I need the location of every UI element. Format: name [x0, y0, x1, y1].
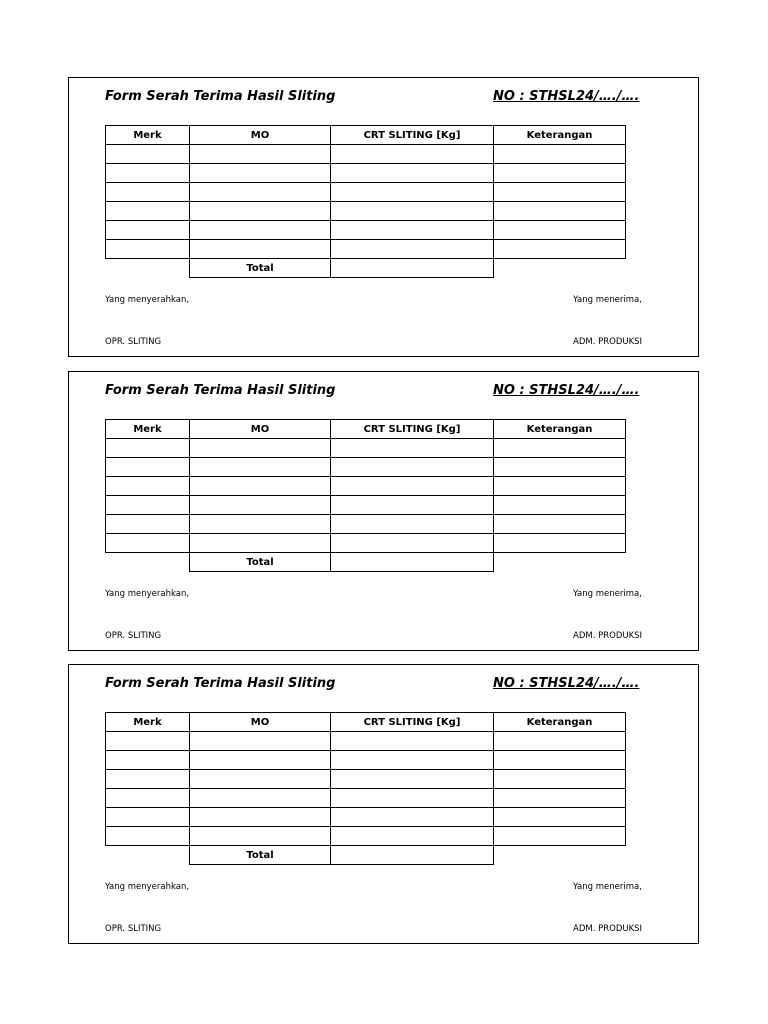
- cell-keterangan[interactable]: [494, 789, 626, 808]
- form-title: Form Serah Terima Hasil Sliting: [105, 89, 336, 104]
- cell-merk[interactable]: [106, 827, 190, 846]
- blank-cell: [494, 553, 626, 572]
- total-row: [106, 846, 626, 865]
- cell-crt[interactable]: [331, 164, 494, 183]
- cell-merk[interactable]: [106, 439, 190, 458]
- form-number: NO : STHSL24/…./….: [493, 676, 640, 691]
- cell-crt[interactable]: [331, 202, 494, 221]
- handover-form: [68, 77, 699, 357]
- cell-mo[interactable]: [190, 183, 331, 202]
- sender-role: OPR. SLITING: [105, 337, 162, 347]
- cell-keterangan[interactable]: [494, 827, 626, 846]
- handover-table: [105, 419, 626, 572]
- cell-mo[interactable]: [190, 202, 331, 221]
- cell-keterangan[interactable]: [494, 164, 626, 183]
- receiver-role: ADM. PRODUKSI: [573, 337, 643, 347]
- cell-mo[interactable]: [190, 732, 331, 751]
- table-row: [106, 439, 626, 458]
- sender-label: Yang menyerahkan,: [105, 589, 190, 599]
- receiver-role: ADM. PRODUKSI: [573, 924, 643, 934]
- cell-crt[interactable]: [331, 458, 494, 477]
- cell-keterangan[interactable]: [494, 439, 626, 458]
- cell-mo[interactable]: [190, 145, 331, 164]
- table-row: [106, 770, 626, 789]
- table-row: [106, 202, 626, 221]
- sender-label: Yang menyerahkan,: [105, 882, 190, 892]
- cell-mo[interactable]: [190, 240, 331, 259]
- cell-mo[interactable]: [190, 808, 331, 827]
- cell-merk[interactable]: [106, 164, 190, 183]
- cell-mo[interactable]: [190, 164, 331, 183]
- header-merk: Merk: [106, 420, 190, 439]
- table-row: [106, 732, 626, 751]
- form-title: Form Serah Terima Hasil Sliting: [105, 383, 336, 398]
- form-number: NO : STHSL24/…./….: [493, 89, 640, 104]
- cell-merk[interactable]: [106, 145, 190, 164]
- cell-keterangan[interactable]: [494, 496, 626, 515]
- header-mo: MO: [190, 126, 331, 145]
- total-value-cell[interactable]: [331, 846, 494, 865]
- header-mo: MO: [190, 713, 331, 732]
- handover-form: [68, 371, 699, 651]
- cell-keterangan[interactable]: [494, 477, 626, 496]
- header-keterangan: Keterangan: [494, 713, 626, 732]
- cell-crt[interactable]: [331, 496, 494, 515]
- cell-mo[interactable]: [190, 751, 331, 770]
- cell-merk[interactable]: [106, 732, 190, 751]
- header-mo: MO: [190, 420, 331, 439]
- cell-mo[interactable]: [190, 477, 331, 496]
- table-row: [106, 477, 626, 496]
- cell-crt[interactable]: [331, 751, 494, 770]
- total-value-cell[interactable]: [331, 259, 494, 278]
- cell-merk[interactable]: [106, 751, 190, 770]
- cell-crt[interactable]: [331, 240, 494, 259]
- table-row: [106, 221, 626, 240]
- cell-keterangan[interactable]: [494, 221, 626, 240]
- cell-crt[interactable]: [331, 183, 494, 202]
- form-title: Form Serah Terima Hasil Sliting: [105, 676, 336, 691]
- cell-mo[interactable]: [190, 789, 331, 808]
- cell-keterangan[interactable]: [494, 808, 626, 827]
- table-row: [106, 808, 626, 827]
- cell-merk[interactable]: [106, 789, 190, 808]
- cell-merk[interactable]: [106, 477, 190, 496]
- cell-merk[interactable]: [106, 534, 190, 553]
- cell-keterangan[interactable]: [494, 534, 626, 553]
- cell-crt[interactable]: [331, 221, 494, 240]
- table-header-row: [106, 126, 626, 145]
- cell-crt[interactable]: [331, 515, 494, 534]
- sender-role: OPR. SLITING: [105, 631, 162, 641]
- header-keterangan: Keterangan: [494, 420, 626, 439]
- cell-keterangan[interactable]: [494, 458, 626, 477]
- table-row: [106, 827, 626, 846]
- receiver-label: Yang menerima,: [573, 882, 642, 892]
- total-label: Total: [190, 259, 331, 278]
- sender-label: Yang menyerahkan,: [105, 295, 190, 305]
- receiver-label: Yang menerima,: [573, 589, 642, 599]
- cell-merk[interactable]: [106, 515, 190, 534]
- header-merk: Merk: [106, 126, 190, 145]
- cell-mo[interactable]: [190, 458, 331, 477]
- table-header-row: [106, 420, 626, 439]
- handover-table: [105, 125, 626, 278]
- table-row: [106, 515, 626, 534]
- cell-merk[interactable]: [106, 240, 190, 259]
- cell-crt[interactable]: [331, 145, 494, 164]
- cell-mo[interactable]: [190, 827, 331, 846]
- cell-keterangan[interactable]: [494, 145, 626, 164]
- cell-merk[interactable]: [106, 202, 190, 221]
- table-row: [106, 534, 626, 553]
- cell-keterangan[interactable]: [494, 202, 626, 221]
- cell-crt[interactable]: [331, 827, 494, 846]
- total-row: [106, 259, 626, 278]
- total-row: [106, 553, 626, 572]
- cell-keterangan[interactable]: [494, 732, 626, 751]
- cell-merk[interactable]: [106, 183, 190, 202]
- blank-cell: [494, 259, 626, 278]
- sender-role: OPR. SLITING: [105, 924, 162, 934]
- cell-keterangan[interactable]: [494, 515, 626, 534]
- cell-merk[interactable]: [106, 496, 190, 515]
- blank-cell: [494, 846, 626, 865]
- header-crt-sliting: CRT SLITING [Kg]: [331, 126, 494, 145]
- cell-keterangan[interactable]: [494, 183, 626, 202]
- blank-cell: [106, 553, 190, 572]
- cell-crt[interactable]: [331, 477, 494, 496]
- table-row: [106, 240, 626, 259]
- cell-crt[interactable]: [331, 534, 494, 553]
- header-crt-sliting: CRT SLITING [Kg]: [331, 713, 494, 732]
- table-header-row: [106, 713, 626, 732]
- table-row: [106, 458, 626, 477]
- receiver-label: Yang menerima,: [573, 295, 642, 305]
- cell-mo[interactable]: [190, 439, 331, 458]
- header-keterangan: Keterangan: [494, 126, 626, 145]
- cell-merk[interactable]: [106, 770, 190, 789]
- form-number: NO : STHSL24/…./….: [493, 383, 640, 398]
- header-merk: Merk: [106, 713, 190, 732]
- cell-mo[interactable]: [190, 515, 331, 534]
- table-row: [106, 164, 626, 183]
- cell-crt[interactable]: [331, 789, 494, 808]
- cell-mo[interactable]: [190, 534, 331, 553]
- cell-merk[interactable]: [106, 221, 190, 240]
- cell-mo[interactable]: [190, 770, 331, 789]
- total-label: Total: [190, 553, 331, 572]
- receiver-role: ADM. PRODUKSI: [573, 631, 643, 641]
- cell-keterangan[interactable]: [494, 240, 626, 259]
- total-label: Total: [190, 846, 331, 865]
- header-crt-sliting: CRT SLITING [Kg]: [331, 420, 494, 439]
- cell-crt[interactable]: [331, 770, 494, 789]
- table-row: [106, 789, 626, 808]
- cell-mo[interactable]: [190, 496, 331, 515]
- blank-cell: [106, 846, 190, 865]
- cell-keterangan[interactable]: [494, 751, 626, 770]
- cell-mo[interactable]: [190, 221, 331, 240]
- cell-merk[interactable]: [106, 458, 190, 477]
- table-row: [106, 751, 626, 770]
- total-value-cell[interactable]: [331, 553, 494, 572]
- handover-form: [68, 664, 699, 944]
- handover-table: [105, 712, 626, 865]
- table-row: [106, 496, 626, 515]
- cell-crt[interactable]: [331, 439, 494, 458]
- cell-keterangan[interactable]: [494, 770, 626, 789]
- blank-cell: [106, 259, 190, 278]
- cell-merk[interactable]: [106, 808, 190, 827]
- table-row: [106, 183, 626, 202]
- cell-crt[interactable]: [331, 732, 494, 751]
- table-row: [106, 145, 626, 164]
- cell-crt[interactable]: [331, 808, 494, 827]
